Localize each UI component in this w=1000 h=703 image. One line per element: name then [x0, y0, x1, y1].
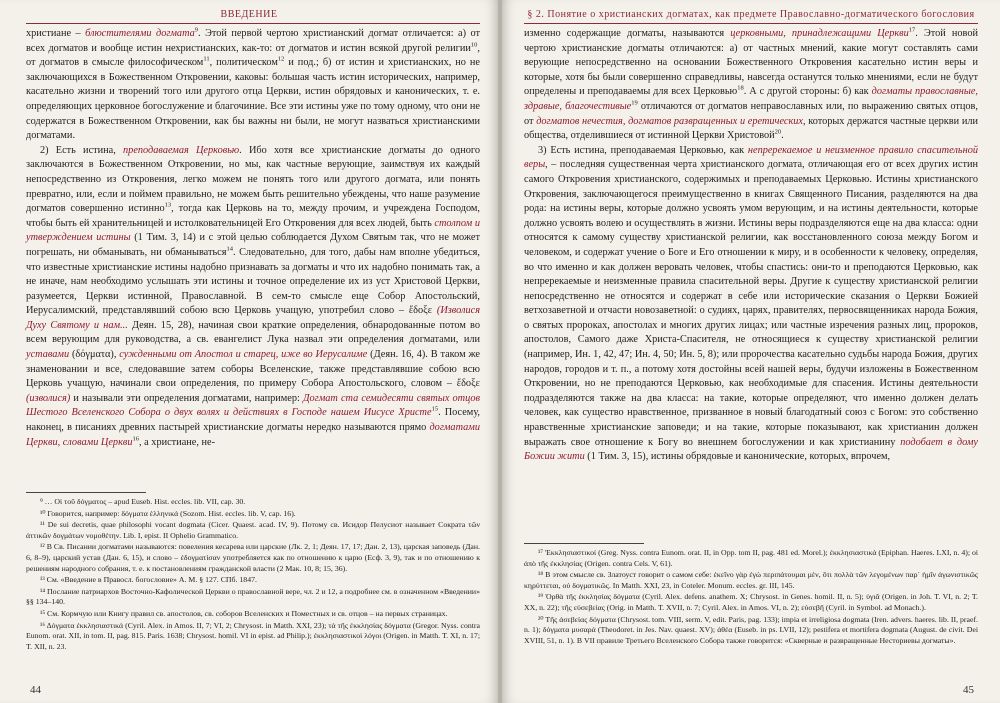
- left-page: [0, 0, 498, 703]
- footnote: ¹⁸ В этом смысле св. Златоуст говорит о самом себе: ἐκεῖνο γὰρ ἐγὼ περιπάτουμαι μὲν, ὅτι πολλὰ τῶν λεγομένων παρ᾽ ἡμῖν ἀγωνιστικῶς κηρύττεται, οὐ δογματικῶς. In Matth. XXI, 23, in Coteler. Monum. eccles. gr. III, 145.: [524, 570, 978, 590]
- highlighted-phrase: преподаваемая Церковью: [123, 144, 240, 156]
- text-run: отличаются от догматов неправославных или, по выражению святых отцов, от: [524, 100, 978, 127]
- text-run: . Следовательно, для того, дабы нам вполне убедиться, что известные христианские истины надобно признавать за догматы и что их надобно понимать так, а не иначе, нам необходимо услышать эти истины и точное определение их из уст Христовой Церкви, разумеется, Церкви истинной, Православной. В сем-то смысле еще Собор Апостольский, Иерусалимский, представлявший собою всю Церковь учащую, употребил слово – ἔδοξε: [26, 246, 480, 317]
- text-run: христиане –: [26, 28, 86, 39]
- paragraph: [524, 144, 978, 465]
- text-run: , политическом: [209, 57, 278, 69]
- highlighted-phrase: Догмат ста семидесяти святых отцов Шестого Вселенского Собора о двух волях и действиях в Господе нашем Иисусе Христе: [26, 392, 480, 419]
- text-run: и называли эти определения догматами, например:: [70, 392, 303, 404]
- footnote: ¹⁴ Послание патриархов Восточно-Кафолической Церкви о православной вере, чл. 2 и 12, а подробнее см. в означенном «Введении» §§ 134–140.: [26, 586, 480, 607]
- page-number: 45: [963, 684, 974, 696]
- text-run: , которых держатся частные церкви или общества, отделившиеся от истинной Церкви Христовой: [524, 115, 979, 142]
- paragraph: [26, 27, 480, 144]
- highlighted-phrase: (изволися): [26, 392, 71, 404]
- highlighted-phrase: догматов нечестия, догматов развращенных и еретических: [536, 115, 803, 127]
- text-run: , от догматов в смысле философическом: [26, 42, 480, 69]
- highlighted-phrase: церковными, принадлежащими Церкви: [730, 28, 909, 39]
- text-run: .: [781, 130, 784, 142]
- text-run: . Этой новой чертою христианские догматы отличаются: а) от частных мнений, какие могут составлять сами верующие непосредственно на основании Божественного Откровения касательно истин веры и которые, хотя бы были совершенно справедливы, навсегда останутся только мнениями, если не будут определены и преподаваемы для всех Церковью: [524, 28, 979, 98]
- text-run: . Этой первой чертою христианский догмат отличается: а) от всех догматов и вообще истин нехристианских, как-то: от догматов и истин всякой другой религии: [26, 28, 480, 54]
- highlighted-phrase: сужденными от Апостол и старец, иже во Иерусалиме: [119, 349, 368, 361]
- footnote: ¹⁶ Δόγματα ἐκκλησιαστικά (Cyril. Alex. in Amos. II, 7; VI, 2; Chrysost. in Matth. XXI, 23); τὰ τῆς ἐκκλησίας δόγματα (Gregor. Nyss. contra Eunom. orat. XII, in tom. II, pag. 815. Paris. 1638; Chrysost. homil. VI in epist. ad Philip.); ἐκκλησιαστικοὶ λόγοι (Origen. in Matth. T. XI, n. 17; T. XII, n. 23.: [26, 620, 480, 651]
- text-run: . Ибо хотя все христианские догматы до одного заключаются в Божественном Откровении, но мы, как частные верующие, заимствуя их каждый непосредственно из Откровения, легко можем не понять того или другого догмата, или понять превратно, или, если и поймем правильно, не можем быть решительно убеждены, что наше разумение догматов совершенно истинно: [26, 144, 481, 215]
- text-run: (1 Тим. 3, 14) и с этой целью соблюдается Духом Святым так, что не может погрешать, ни обманывать, ни обманываться: [26, 232, 480, 258]
- footnote-ref: 13: [164, 201, 172, 209]
- footnote: ²⁰ Τῆς ἀσεβείας δόγματα (Chrysost. tom. VIII, serm. V, edit. Paris, pag. 133); impia et irreligiosa dogmata (Iren. advers. haeres. lib. II, praef. n. 1); δόγματα μυσαρά (Theodoret. in Jes. Nav. quaest. XV); ἀθέα (Euseb. in ps. LVII, 12); pestifera et mortifera dogmata (August. de civit. Dei XVIII, 51, n. 1). В VII правиле Третьего Вселенского Собора также говорится: «Скверные и развращенные Несториевы догматы».: [524, 614, 978, 645]
- highlighted-phrase: (Изволися Духу Святому и нам...: [26, 305, 480, 331]
- text-run: изменно содержащие догматы, называются: [524, 28, 731, 39]
- footnote: ¹³ См. «Введение в Правосл. богословие» А. М. § 127. СПб. 1847.: [40, 575, 257, 585]
- footnote: ¹⁵ См. Кормчую или Книгу правил св. апостолов, св. соборов Вселенских и Поместных и св. отцов – на первых страницах.: [40, 608, 448, 618]
- highlighted-phrase: догматами Церкви, словами Церкви: [26, 422, 480, 448]
- footnote-ref: 18: [737, 84, 744, 92]
- text-run: и под.; б) от истин и христианских, но не заключающихся в Божественном Откровении, каковы: большая часть истин исторических, например, касательно жизни и творений того или другого отца Церкви, истин обрядовых и канонических, т. е. определяющих церковное богослужение и благочиние. Все эти истины уже по тому одному, что они не содержатся в Божественном Откровении, как бы важны ни были, не могут назваться христианскими догматами.: [26, 57, 480, 142]
- main-text: [26, 27, 480, 450]
- text-run: (1 Тим. 3, 15), истины обрядовые и канонические, которых, впрочем,: [584, 451, 891, 463]
- footnotes: [26, 497, 480, 653]
- highlighted-phrase: догматы православные, здравые, благочестивые: [524, 86, 978, 112]
- page-number: 44: [30, 684, 41, 696]
- text-run: . Посему, наконец, в писаниях древних пастырей христианские догматы нередко называются прямо: [26, 407, 481, 434]
- footnotes: [524, 548, 978, 647]
- footnote: ¹⁷ Ἐκκλησιαστικοί (Greg. Nyss. contra Eunom. orat. II, in Opp. tom II, pag. 481 ed. Morel.); ἐκκλησιαστικά (Epiphan. Haeres. LXI, n. 4); οἱ ἀπὸ τῆς ἐκκλησίας (Origen. contra Cels. V, 61).: [524, 548, 978, 568]
- paragraph: [26, 144, 480, 450]
- footnote-ref: 14: [226, 245, 233, 253]
- footnote: ⁹ … Οἱ τοῦ δόγματος – apud Euseb. Hist. eccles. lib. VII, cap. 30.: [40, 497, 246, 506]
- text-run: , а христиане, не-: [139, 436, 216, 448]
- main-text: [524, 27, 978, 465]
- highlighted-phrase: блюстителями догмата: [85, 28, 195, 39]
- header-rule: [26, 23, 480, 24]
- text-run: , – последняя существенная черта христианского догмата, отличающая его от всех других истин самого Откровения христианского, содержимых и преподаваемых Церковью. Истины христианского Откровения, заключающегося преимущественно в книгах Священного Писания, разделяются на два рода: на истины веры, которые должно усвоять умом верующим, и на истины деятельности, которые должно усвоять волею и осуществлять в жизни. Истины веры подразделяются еще на два класса: одни относятся к самому существу христианской религии, как восстановленного союза между Богом и человеком, и содержат учение о Боге и Его отношении к миру, и в особенности к человеку, определяя, во что именно и как должен веровать человек, чтобы спастись: они-то и преподаются Церковью, как непререкаемые и неизменные правила спасительной веры. Другие к существу христианской религии непосредственно не относятся и содержат в себе или исторические сказания о Церкви Божией ветхозаветной и отчасти новозаветной: о судиях, царях, правителях, первосвященниках народа Божия, о святых пророках, апостолах и многих других лицах; или частные изречения разных лиц, пророков, апостолов, Самого даже Христа-Спасителя, не относящиеся к существу христианской религии (например, Ин. 1, 42, 47; Ин. 4, 50; Ин. 5, 8); или пророчества касательно судьбы народа Божия, других народов, городов и т. п., а потому хотя достойны всей нашей веры, будучи изложены в Божественном Откровении, но не преподаются Церковью, как необходимые для спасения. Истины деятельности подразделяются также на два класса: на такие, которые определяют, что именно должен делать человек, как существо нравственное, призванное в новый благодатный союз с Богом: это собственно нравственные христианские заповеди; и на такие, которые показывают, как христианин должен выражать свое отношение к Богу во внешнем богослужении и как христианину: [524, 159, 978, 448]
- footnote: ¹² В Св. Писании догматами называются: повеления кесарева или царские (Лк. 2, 1; Деян. 17, 17; Дан. 2, 13), царская заповедь (Дан. 6, 8–9), царский устав (Дан. 6, 15), и слово – ἐδογματίσαν употребляется как по отношению к царю (Есф. 3, 9), так и по отношению к решениям народного собрания, т. е. к постановлениям гражданской власти (2 Мак. 10, 8; 15, 36).: [26, 542, 480, 573]
- header-rule: [524, 23, 978, 24]
- footnote-rule: [524, 543, 644, 544]
- footnote: ¹⁰ Говорится, например: δόγματα ἑλληνικά (Sozom. Hist. eccles. lib. V, cap. 16).: [40, 508, 296, 518]
- footnote-ref: 11: [203, 55, 210, 63]
- footnote: ¹¹ De sui decretis, quae philosophi vocant dogmata (Cicer. Quaest. acad. IV, 9). Потому св. Исидор Пелусиот называет Сократа τῶν ἀττικῶν δογμάτων νομοθέτην. Lib. I, epist. II Ophelio Grammatico.: [26, 520, 480, 540]
- footnote-ref: 20: [774, 128, 782, 136]
- footnote-ref: 16: [132, 435, 140, 443]
- text-run: (Деян. 16, 4). В таком же знаменовании и все, следовавшие затем соборы Вселенские, также представлявшие собою всю Церковь учащую, начинали свои определения, по примеру Собора Апостольского, словом – ἔδοξε: [26, 349, 480, 390]
- text-run: (δόγματα),: [69, 349, 120, 361]
- footnote-ref: 9: [194, 26, 199, 34]
- footnote-ref: 12: [277, 55, 285, 63]
- footnote-rule: [26, 492, 146, 493]
- right-page: [502, 0, 1000, 703]
- footnote-ref: 19: [631, 99, 638, 107]
- highlighted-phrase: подобает в дому Божии жити: [524, 436, 978, 463]
- running-head: ВВЕДЕНИЕ: [220, 9, 278, 20]
- highlighted-phrase: столпом и утверждением истины: [26, 217, 480, 244]
- text-run: , тогда как Церковь на то, между прочим, и учреждена Господом, чтобы быть ей хранительницей и истолковательницей Его Откровения для всех людей, быть: [26, 203, 480, 229]
- running-head: § 2. Понятие о христианских догматах, как предмете Православно-догматического богословия: [527, 9, 975, 20]
- footnote: ¹⁹ Ὀρθὰ τῆς ἐκκλησίας δόγματα (Cyril. Alex. defens. anathem. X; Chrysost. in Genes. homil. II, n. 5); ὑγιᾶ (Origen. in Joh. T. VI, n. 2; T. XX, n. 22); τῆς εὐσεβείας (Orig. in Matth. T. XVII, n. 7; Cyril. Alex. in Amos. VI, n. 2); εὐσεβῆ (Cyril. in Symbol. ad Monach.).: [524, 592, 978, 612]
- footnote-ref: 17: [908, 26, 916, 34]
- paragraph: [524, 27, 978, 144]
- footnote-ref: 15: [431, 406, 439, 414]
- text-run: 3) Есть истина, преподаваемая Церковью, как: [538, 144, 748, 156]
- text-run: Деян. 15, 28), начиная свои краткие определения, обнародованные потом во всем верующим для руководства, а св. евангелист Лука назвал эти определения догматами, или: [26, 319, 481, 346]
- text-run: 2) Есть истина,: [40, 144, 124, 156]
- text-run: . А с другой стороны: б) как: [743, 86, 872, 98]
- footnote-ref: 10: [470, 41, 478, 49]
- highlighted-phrase: уставами: [26, 349, 70, 361]
- highlighted-phrase: непререкаемое и неизменное правило спасительной веры: [524, 144, 978, 171]
